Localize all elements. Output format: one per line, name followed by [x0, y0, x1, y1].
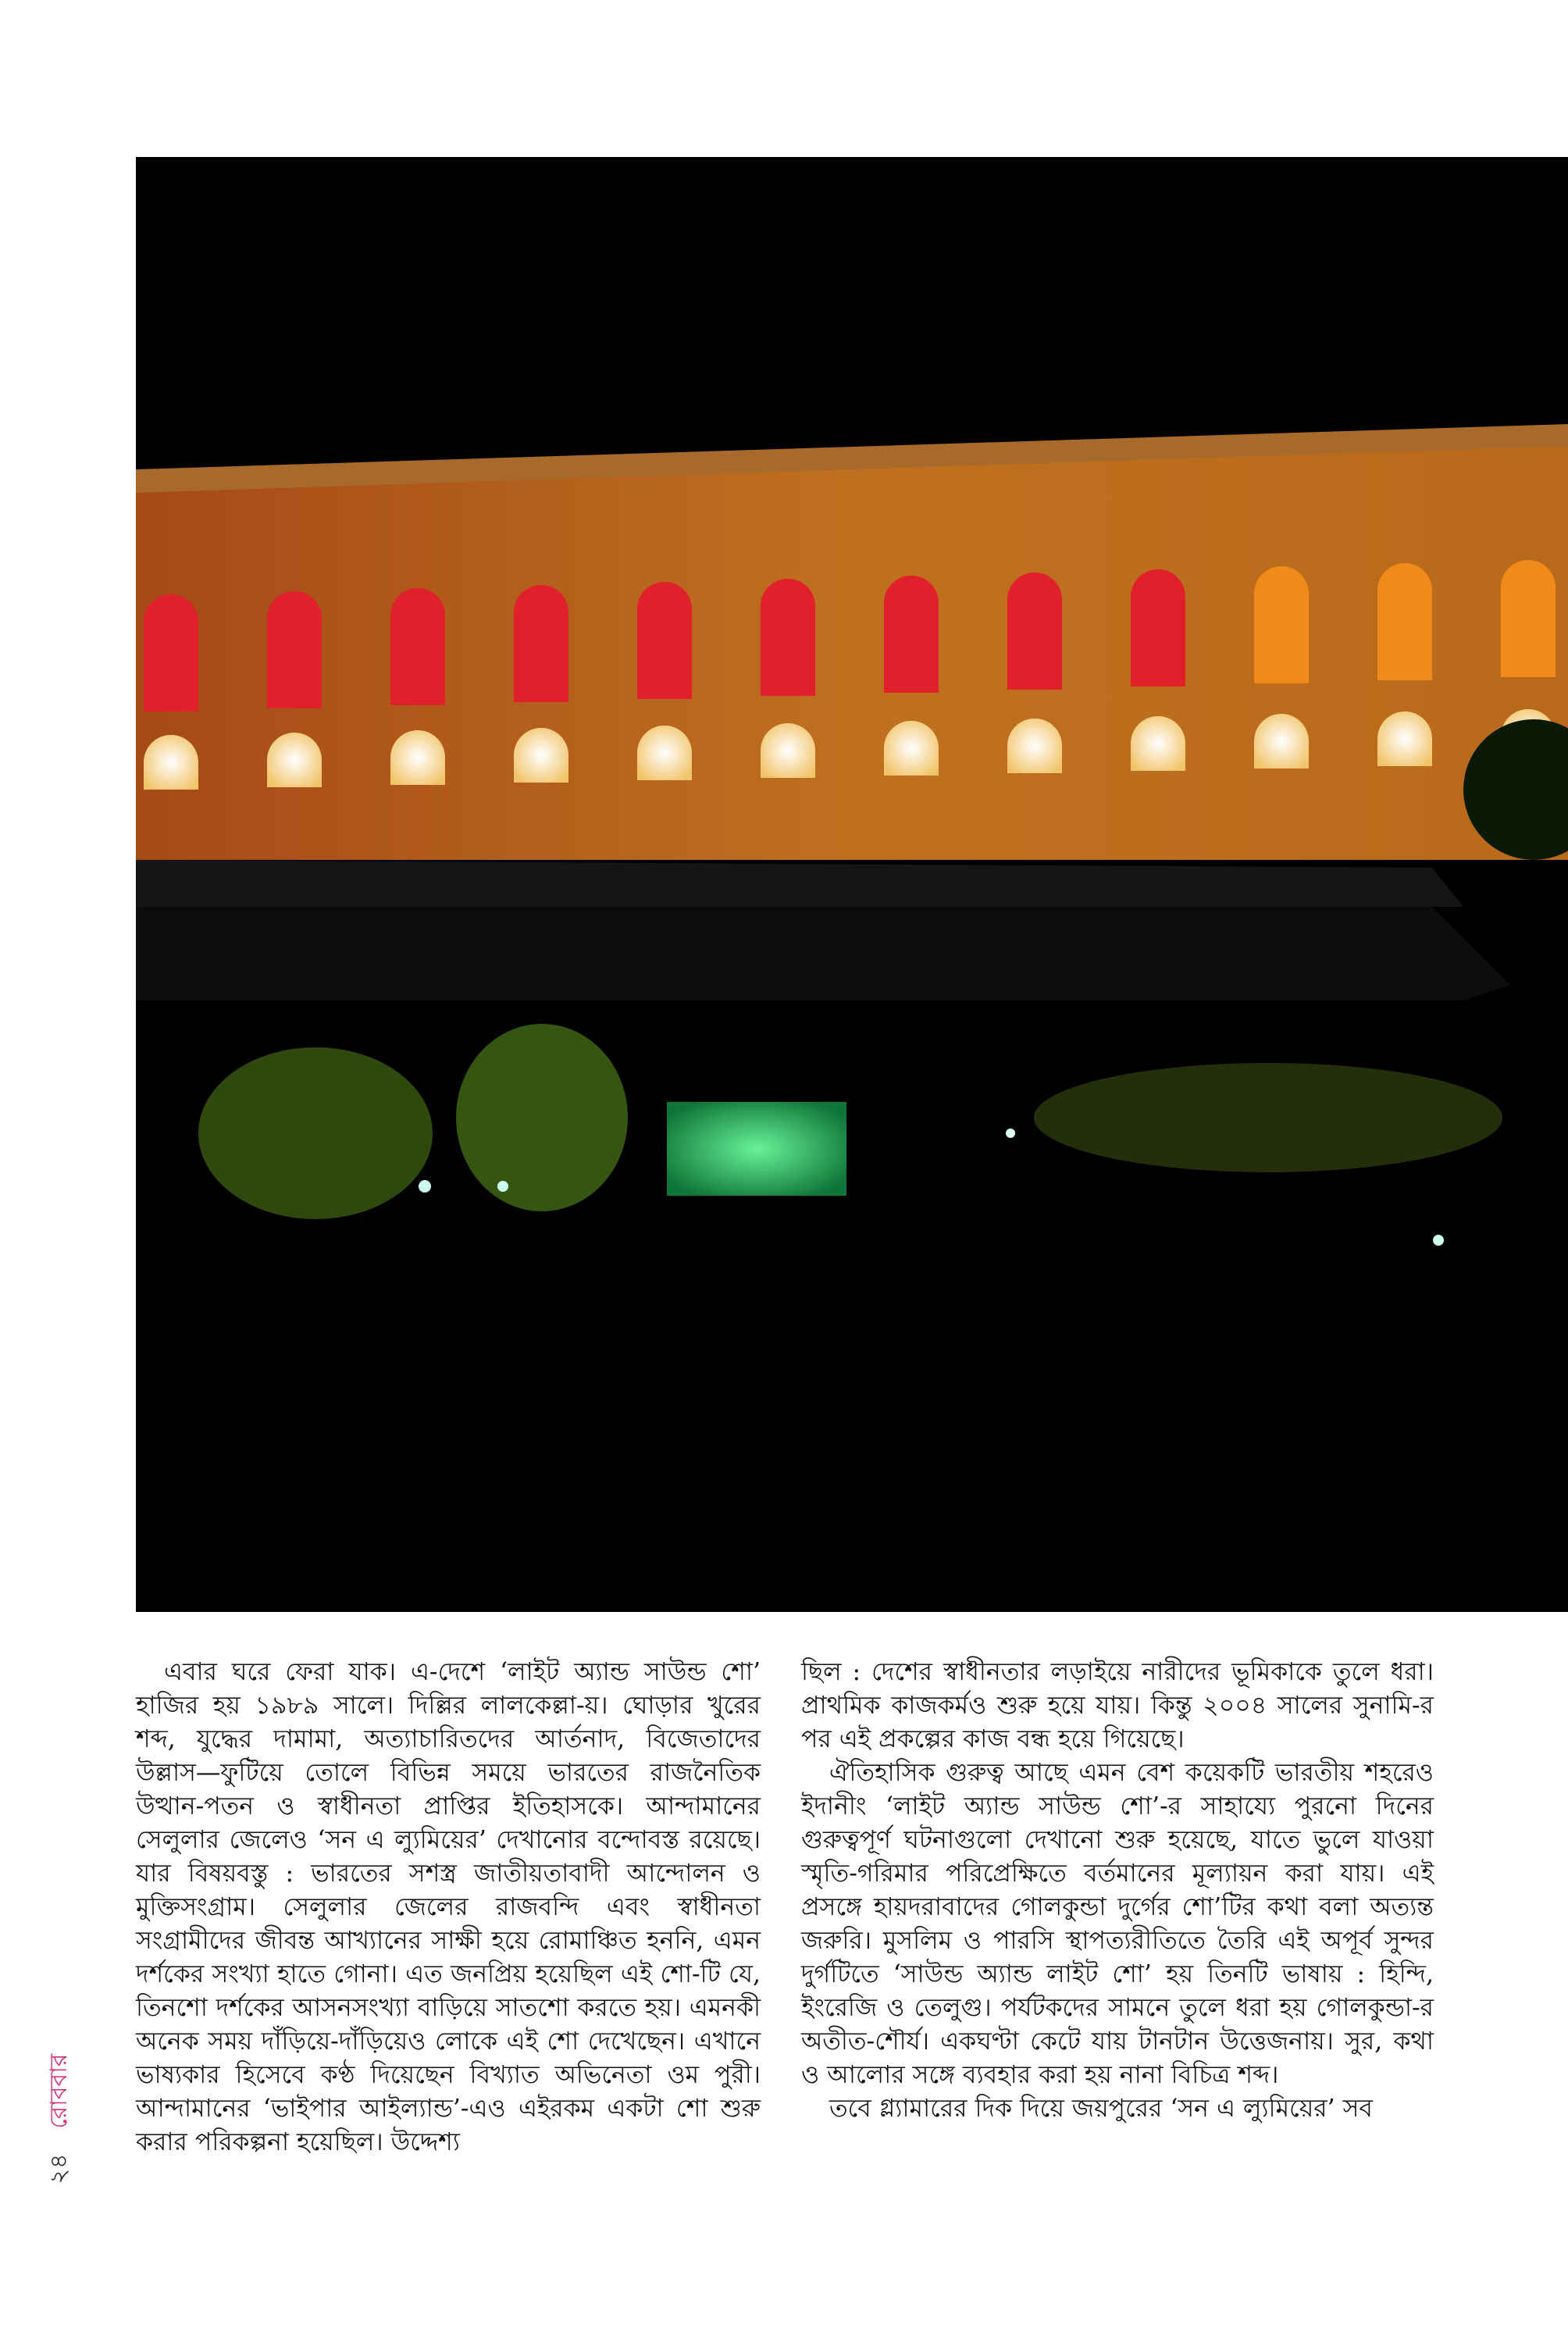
jail-window-lit: [761, 723, 815, 778]
article-column-left: [136, 1656, 761, 2159]
jail-window-arch: [144, 594, 198, 711]
magazine-name: রোববার: [45, 2054, 73, 2129]
jail-window-lit: [1131, 716, 1185, 771]
jail-window-arch: [637, 582, 692, 699]
jail-window-arch: [514, 585, 568, 702]
paragraph: ঐতিহাসিক গুরুত্ব আছে এমন বেশ কয়েকটি ভারতীয় শহরেও ইদানীং ‘লাইট অ্যান্ড সাউন্ড শো’-র সাহায্যে পুরনো দিনের গুরুত্বপূর্ণ ঘটনাগুলো দেখানো শুরু হয়েছে, যাতে ভুলে যাওয়া স্মৃতি-গরিমার পরিপ্রেক্ষিতে বর্তমানের মূল্যায়ন করা যায়। এই প্রসঙ্গে হায়দরাবাদের গোলকুন্ডা দুর্গের শো’টির কথা বলা অত্যন্ত জরুরি। মুসলিম ও পারসি স্থাপত্যরীতিতে তৈরি এই অপূর্ব সুন্দর দুর্গটিতে ‘সাউন্ড অ্যান্ড লাইট শো’ হয় তিনটি ভাষায় : হিন্দি, ইংরেজি ও তেলুগু। পর্যটকদের সামনে তুলে ধরা হয় গোলকুন্ডা-র অতীত-শৌর্য। একঘণ্টা কেটে যায় টানটান উত্তেজনায়। সুর, কথা ও আলোর সঙ্গে ব্যবহার করা হয় নানা বিচিত্র শব্দ।: [801, 1759, 1434, 2089]
jail-window-lit: [884, 721, 939, 776]
page-number: ২৪: [45, 2153, 73, 2184]
page-footer: [44, 2054, 83, 2288]
jail-window-lit: [1007, 719, 1062, 773]
jail-window-arch: [390, 588, 445, 705]
paragraph: এবার ঘরে ফেরা যাক। এ-দেশে ‘লাইট অ্যান্ড সাউন্ড শো’ হাজির হয় ১৯৮৯ সালে। দিল্লির লালকেল্লা-য়। ঘোড়ার খুরের শব্দ, যুদ্ধের দামামা, অত্যাচারিতদের আর্তনাদ, বিজেতাদের উল্লাস—ফুটিয়ে তোলে বিভিন্ন সময়ে ভারতের রাজনৈতিক উত্থান-পতন ও স্বাধীনতা প্রাপ্তির ইতিহাসকে। আন্দামানের সেলুলার জেলেও ‘সন এ ল্যুমিয়ের’ দেখানোর বন্দোবস্ত রয়েছে। যার বিষয়বস্তু : ভারতের সশস্ত্র জাতীয়তাবাদী আন্দোলন ও মুক্তিসংগ্রাম। সেলুলার জেলের রাজবন্দি এবং স্বাধীনতা সংগ্রামীদের জীবন্ত আখ্যানের সাক্ষী হয়ে রোমাঞ্চিত হননি, এমন দর্শকের সংখ্যা হাতে গোনা। এত জনপ্রিয় হয়েছিল এই শো-টি যে, তিনশো দর্শকের আসনসংখ্যা বাড়িয়ে সাতশো করতে হয়। এমনকী অনেক সময় দাঁড়িয়ে-দাঁড়িয়েও লোকে এই শো দেখেছেন। এখানে ভাষ্যকার হিসেবে কণ্ঠ দিয়েছেন বিখ্যাত অভিনেতা ওম পুরী। আন্দামানের ‘ভাইপার আইল্যান্ড’-এও এইরকম একটা শো শুরু করার পরিকল্পনা হয়েছিল। উদ্দেশ্য: [136, 1658, 761, 2156]
jail-window-lit: [267, 733, 322, 787]
jail-window-arch: [1501, 560, 1556, 677]
jail-window-lit: [1377, 711, 1432, 766]
jail-window-arch: [1377, 563, 1432, 680]
paragraph: ছিল : দেশের স্বাধীনতার লড়াইয়ে নারীদের ভূমিকাকে তুলে ধরা। প্রাথমিক কাজকর্মও শুরু হয়ে যায়। কিন্তু ২০০৪ সালের সুনামি-র পর এই প্রকল্পের কাজ বন্ধ হয়ে গিয়েছে।: [801, 1658, 1434, 1753]
jail-window-arch: [1007, 572, 1062, 690]
jail-window-arch: [1254, 566, 1309, 683]
jail-window-lit: [637, 726, 692, 780]
jail-window-arch: [884, 576, 939, 693]
jail-window-lit: [514, 728, 568, 783]
jail-window-arch: [1131, 569, 1185, 686]
hero-photo: [136, 157, 1568, 1612]
article-column-right: [801, 1656, 1434, 2126]
jail-window-lit: [144, 735, 198, 790]
night-jail-illustration: [136, 157, 1568, 1612]
jail-window-arch: [267, 591, 322, 708]
footer-text: [44, 2054, 75, 2184]
jail-window-arch: [761, 579, 815, 696]
paragraph: তবে গ্ল্যামারের দিক দিয়ে জয়পুরের ‘সন এ ল্যুমিয়ের’ সব: [829, 2095, 1373, 2123]
jail-window-lit: [390, 730, 445, 785]
jail-window-lit: [1254, 714, 1309, 768]
